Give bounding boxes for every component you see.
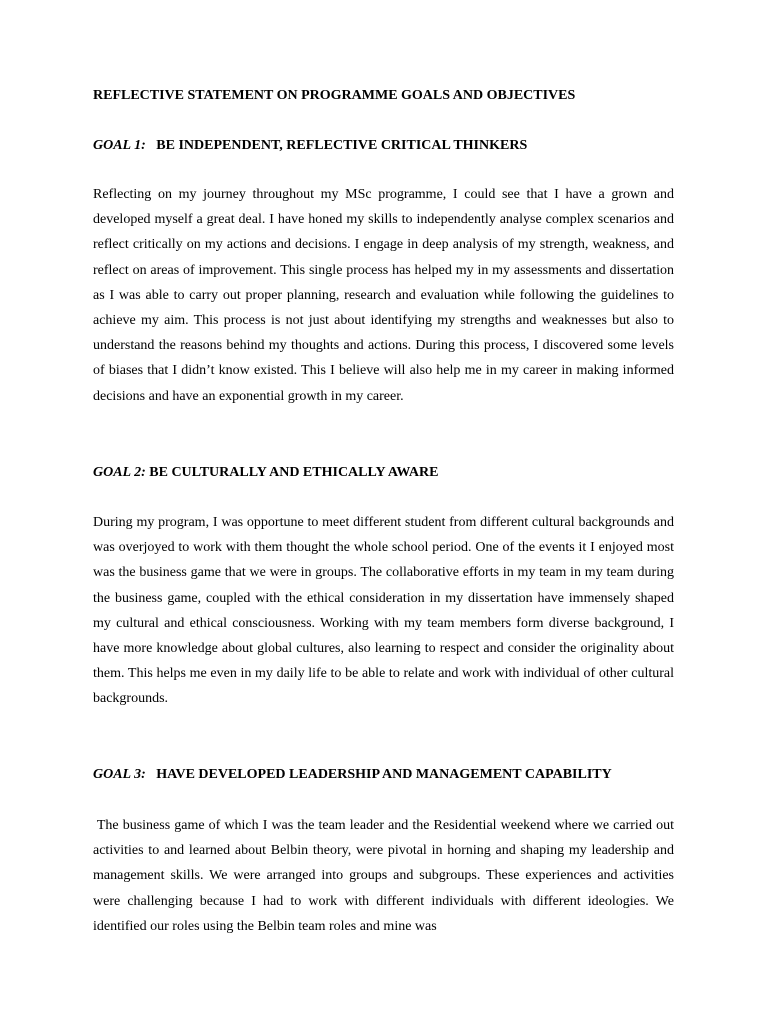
goal-3-heading: [93, 767, 612, 783]
goal-3-paragraph: [93, 813, 674, 939]
goal-1-heading: [93, 138, 527, 154]
goal-2-label: GOAL 2:: [93, 465, 146, 480]
goal-3-title: HAVE DEVELOPED LEADERSHIP AND MANAGEMENT CAPABILITY: [156, 767, 612, 782]
goal-1-label: GOAL 1:: [93, 138, 146, 153]
goal-1-title: BE INDEPENDENT, REFLECTIVE CRITICAL THINKERS: [156, 138, 528, 153]
goal-3-body: The business game of which I was the team leader and the Residential weekend where we carried out activities to and learned about Belbin theory, were pivotal in horning and shaping my leadership and management skills. We were arranged into groups and subgroups. These experiences and activities were challenging because I had to work with different individuals with different ideologies. We identified our roles using the Belbin team roles and mine was: [93, 818, 675, 934]
goal-2-title: BE CULTURALLY AND ETHICALLY AWARE: [149, 465, 439, 480]
goal-2-heading: [93, 465, 438, 481]
goal-2-paragraph: During my program, I was opportune to meet different student from different cultural backgrounds and was overjoyed to work with them thought the whole school period. One of the events it I enjoyed most was the business game that we were in groups. The collaborative efforts in my team in my team during the business game, coupled with the ethical consideration in my dissertation have immensely shaped my cultural and ethical consciousness. Working with my team members form diverse background, I have more knowledge about global cultures, also learning to respect and consider the originality about them. This helps me even in my daily life to be able to relate and work with individual of other cultural backgrounds.: [93, 515, 674, 707]
goal-3-label: GOAL 3:: [93, 767, 146, 782]
document-title: REFLECTIVE STATEMENT ON PROGRAMME GOALS AND OBJECTIVES: [93, 88, 576, 103]
goal-1-paragraph: Reflecting on my journey throughout my MSc programme, I could see that I have a grown and developed myself a great deal. I have honed my skills to independently analyse complex scenarios and reflect critically on my actions and decisions. I engage in deep analysis of my strength, weakness, and reflect on areas of improvement. This single process has helped my in my assessments and dissertation as I was able to carry out proper planning, research and evaluation while following the guidelines to achieve my aim. This process is not just about identifying my strengths and weaknesses but also to understand the reasons behind my thoughts and actions. During this process, I discovered some levels of biases that I didn’t know existed. This I believe will also help me in my career in making informed decisions and have an exponential growth in my career.: [93, 187, 674, 404]
